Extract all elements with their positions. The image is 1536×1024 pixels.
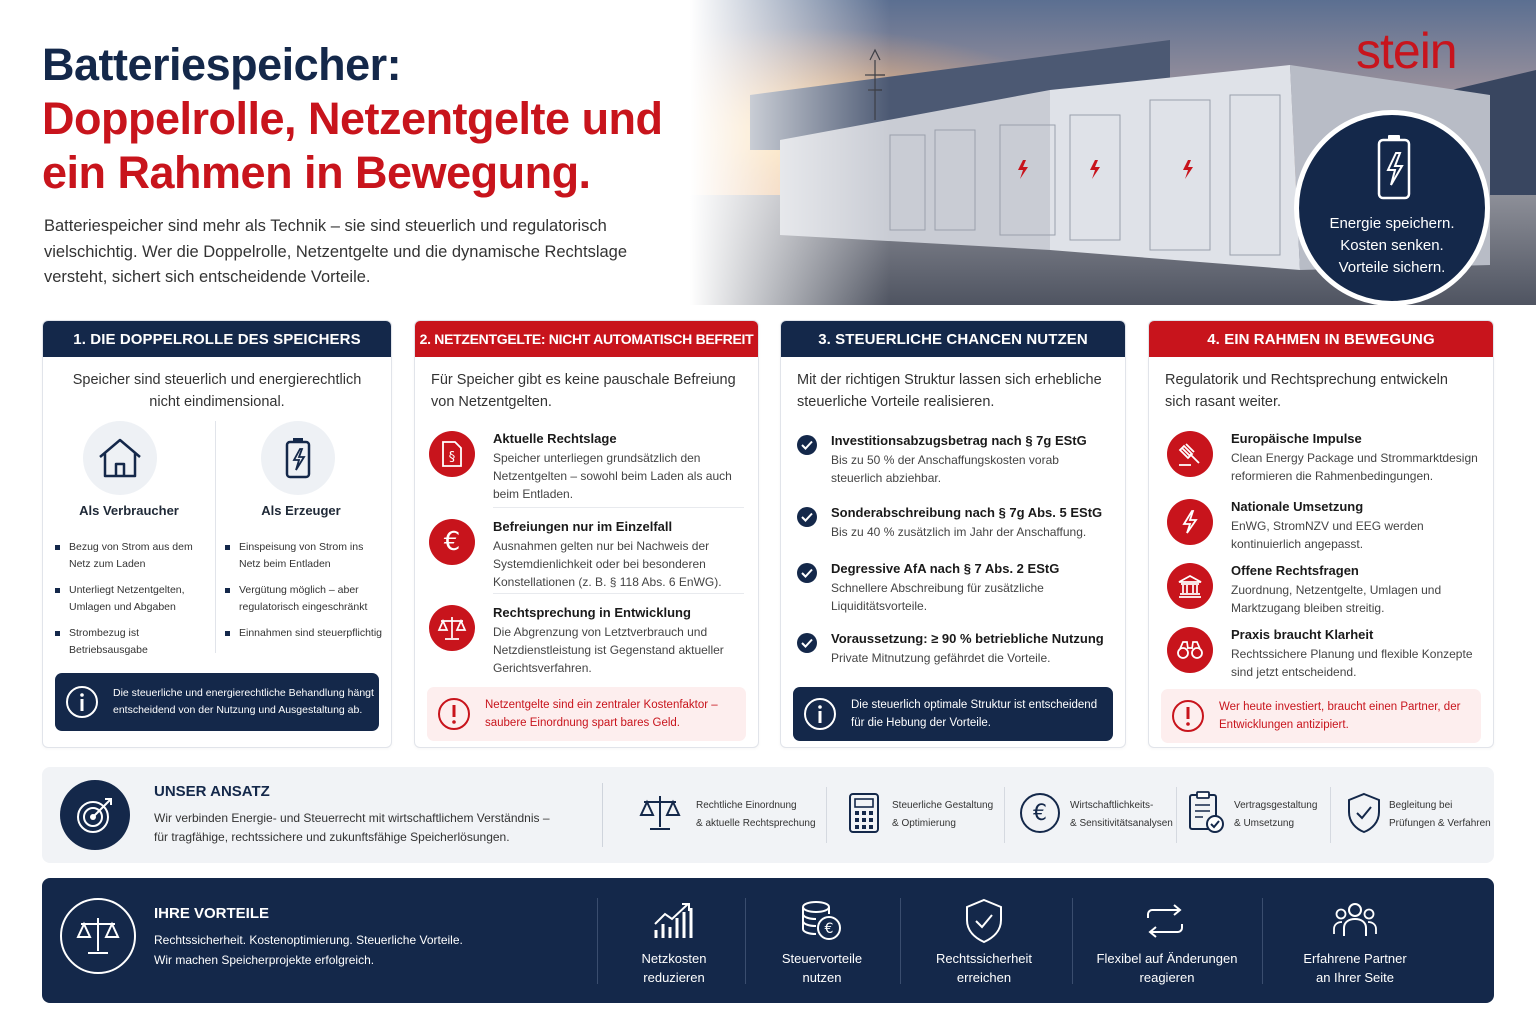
card-doppelrolle [42, 320, 392, 748]
lightning-icon [1167, 499, 1213, 545]
card-3-title: 3. STEUERLICHE CHANCEN NUTZEN [781, 321, 1125, 357]
badge-line-3: Vorteile sichern. [1338, 259, 1446, 276]
check-icon [797, 507, 817, 527]
list-item: Unterliegt Netzentgelten, Umlagen und Abgaben [55, 582, 213, 616]
coins-icon [799, 898, 845, 942]
card-3-note: Die steuerlich optimale Struktur ist entscheidend für die Hebung der Vorteile. [793, 687, 1113, 741]
approach-item-2: Steuerliche Gestaltung & Optimierung [892, 800, 994, 829]
paragraph-document-icon [429, 431, 475, 477]
benefits-text: Rechtssicherheit. Kostenoptimierung. Steuerliche Vorteile. Wir machen Speicherprojekte erfolgreich. [154, 933, 463, 967]
approach-item-3: Wirtschaftlichkeits- & Sensitivitätsanalysen [1070, 800, 1173, 829]
euro-icon: € [429, 519, 475, 565]
target-icon [60, 780, 130, 850]
check-icon [797, 435, 817, 455]
divider [1330, 787, 1331, 843]
benefit-item-2: Steuervorteile nutzen [781, 951, 863, 985]
card-2-note: Netzentgelte sind ein zentraler Kostenfaktor – saubere Einordnung spart bares Geld. [427, 687, 746, 741]
hero-badge [1294, 110, 1490, 306]
divider [602, 783, 603, 847]
info-icon [803, 697, 837, 731]
shield-check-icon [964, 898, 1004, 944]
producer-label: Als Erzeuger [261, 503, 341, 518]
card-steuerliche-chancen [780, 320, 1126, 748]
list-item: Investitionsabzugsbetrag nach § 7g EStG Bis zu 50 % der Anschaffungskosten vorab steuerlich abziehbar. [797, 433, 1111, 487]
card-1-subtitle: Speicher sind steuerlich und energierechtlich nicht eindimensional. [72, 372, 362, 410]
courthouse-icon [1167, 563, 1213, 609]
approach-item-5: Begleitung bei Prüfungen & Verfahren [1389, 800, 1491, 829]
battery-bolt-icon [1376, 133, 1412, 201]
list-item: Strombezug ist Betriebsausgabe [55, 625, 213, 659]
list-item: Degressive AfA nach § 7 Abs. 2 EStG Schnellere Abschreibung für zusätzliche Liquiditätsvorteile. [797, 561, 1111, 615]
intro-text: Batteriespeicher sind mehr als Technik – sie sind steuerlich und regulatorisch vielschichtig. Wer die Doppelrolle, Netzentgelte und die dynamische Rechtslage versteht, sichert sich entscheidende Vorteile. [44, 217, 628, 286]
approach-text: Wir verbinden Energie- und Steuerrecht mit wirtschaftlichem Verständnis – für tragfähige, rechtssichere und zukunftsfähige Speicherlösungen. [154, 811, 550, 844]
binoculars-icon [1167, 627, 1213, 673]
producer-bullets [225, 539, 383, 642]
calculator-icon [848, 792, 880, 834]
svg-text:€: € [824, 921, 834, 937]
approach-item-1: Rechtliche Einordnung & aktuelle Rechtsprechung [696, 800, 816, 829]
list-item: Offene Rechtsfragen Zuordnung, Netzentgelte, Umlagen und Marktzugang bleiben streitig. [1167, 563, 1479, 617]
title-line-1: Batteriespeicher: [42, 39, 402, 90]
approach-title: UNSER ANSATZ [154, 783, 270, 800]
divider [826, 787, 827, 843]
list-item: Sonderabschreibung nach § 7g Abs. 5 EStG Bis zu 40 % zusätzlich im Jahr der Anschaffung. [797, 505, 1111, 541]
benefit-item-4: Flexibel auf Änderungen reagieren [1096, 951, 1238, 985]
title-line-3: ein Rahmen in Bewegung. [42, 147, 591, 198]
clipboard-check-icon [1188, 790, 1226, 836]
team-icon [1332, 900, 1378, 940]
list-item: € Befreiungen nur im Einzelfall Ausnahmen gelten nur bei Nachweis der Systemdienlichkeit oder bei besonderen Konstellationen (z. B. § 118 Abs. 6 EnWG). [429, 519, 744, 591]
list-item: Vergütung möglich – aber regulatorisch eingeschränkt [225, 582, 383, 616]
consumer-bullets [55, 539, 213, 659]
title-line-2: Doppelrolle, Netzentgelte und [42, 93, 663, 144]
list-item: Praxis braucht Klarheit Rechtssichere Planung und flexible Konzepte sind jetzt entscheidend. [1167, 627, 1479, 681]
column-divider [215, 421, 216, 653]
svg-text:§: § [448, 450, 456, 465]
list-item: Voraussetzung: ≥ 90 % betriebliche Nutzung Private Mitnutzung gefährdet die Vorteile. [797, 631, 1111, 667]
info-icon [65, 685, 99, 719]
warning-icon [1171, 699, 1205, 733]
list-item: Einnahmen sind steuerpflichtig [225, 625, 383, 642]
list-item: Rechtsprechung in Entwicklung Die Abgrenzung von Letztverbrauch und Netzdienstleistung ist Gegenstand aktueller Gerichtsverfahren. [429, 605, 744, 677]
euro-circle-icon: € [1020, 793, 1060, 833]
brand-logo[interactable]: stein [1356, 23, 1457, 79]
badge-line-1: Energie speichern. [1329, 215, 1455, 232]
benefit-item-5: Erfahrene Partner an Ihrer Seite [1303, 951, 1407, 985]
divider [1176, 787, 1177, 843]
scales-icon [60, 898, 136, 974]
benefits-section [42, 878, 1494, 1003]
battery-icon [261, 421, 335, 495]
warning-icon [437, 697, 471, 731]
card-rahmen-in-bewegung [1148, 320, 1494, 748]
card-4-note: Wer heute investiert, braucht einen Partner, der Entwicklungen antizipiert. [1161, 689, 1481, 743]
growth-chart-icon [652, 900, 696, 940]
check-icon [797, 563, 817, 583]
arrows-exchange-icon [1144, 904, 1186, 938]
list-item: Einspeisung von Strom ins Netz beim Entladen [225, 539, 383, 573]
benefit-item-1: Netzkosten reduzieren [641, 951, 707, 985]
scales-icon [429, 605, 475, 651]
divider [1004, 787, 1005, 843]
shield-check-icon [1346, 792, 1382, 834]
badge-line-2: Kosten senken. [1340, 237, 1444, 254]
list-item: Nationale Umsetzung EnWG, StromNZV und EEG werden kontinuierlich angepasst. [1167, 499, 1479, 553]
card-1-title: 1. DIE DOPPELROLLE DES SPEICHERS [43, 321, 391, 357]
list-item: Europäische Impulse Clean Energy Package und Strommarktdesign reformieren die Rahmenbedingungen. [1167, 431, 1479, 485]
house-icon [83, 421, 157, 495]
list-item: § Aktuelle Rechtslage Speicher unterliegen grundsätzlich den Netzentgelten – sowohl beim Laden als auch beim Entladen. [429, 431, 744, 503]
hero-photo-fade [690, 0, 890, 305]
benefit-item-3: Rechtssicherheit erreichen [935, 951, 1033, 985]
card-2-title: 2. NETZENTGELTE: NICHT AUTOMATISCH BEFREIT [415, 321, 758, 357]
card-3-subtitle: Mit der richtigen Struktur lassen sich erhebliche steuerliche Vorteile realisieren. [797, 372, 1102, 410]
scales-icon [638, 793, 682, 833]
gavel-icon [1167, 431, 1213, 477]
card-netzentgelte [414, 320, 759, 748]
approach-item-4: Vertragsgestaltung & Umsetzung [1234, 800, 1318, 829]
card-4-subtitle: Regulatorik und Rechtsprechung entwickeln sich rasant weiter. [1165, 372, 1448, 410]
card-2-subtitle: Für Speicher gibt es keine pauschale Befreiung von Netzentgelten. [431, 372, 736, 410]
consumer-label: Als Verbraucher [79, 503, 179, 518]
card-1-note: Die steuerliche und energierechtliche Behandlung hängt entscheidend von der Nutzung und Ausgestaltung ab. [55, 673, 379, 731]
card-4-title: 4. EIN RAHMEN IN BEWEGUNG [1149, 321, 1493, 357]
benefits-title: IHRE VORTEILE [154, 905, 270, 922]
list-item: Bezug von Strom aus dem Netz zum Laden [55, 539, 213, 573]
page-title [42, 38, 663, 200]
check-icon [797, 633, 817, 653]
approach-section [42, 767, 1494, 863]
